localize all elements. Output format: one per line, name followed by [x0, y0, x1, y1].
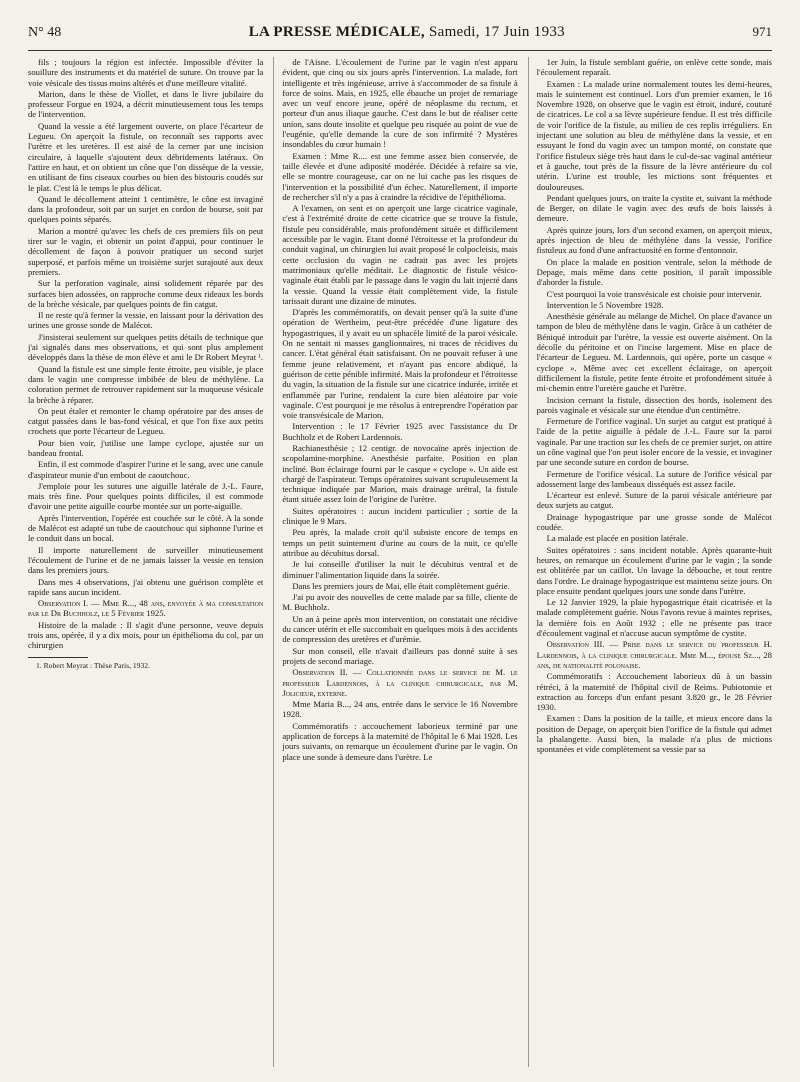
paragraph: Sur mon conseil, elle n'avait d'ailleurs pas donné suite à ses projets de second mariage. — [282, 645, 518, 666]
paragraph: Quand la fistule est une simple fente étroite, peu visible, je place dans le vagin une compresse imbibée de bleu de méthylène. La coloration permet de retrouver rapidement sur la muqueuse vésicale la brèche à réparer. — [28, 363, 264, 405]
paragraph: Suites opératoires : sans incident notable. Après quarante-huit heures, on remarque un écoulement d'urine par le vagin ; la sonde est oblitérée par un caillot. Un lavage la débouche, et tout rentre dans l'ordre. Le drainage hypogastrique est maintenu seize jours. On place ensuite pendant quelques jours une sonde dans l'urètre. — [536, 544, 772, 596]
paragraph: Pour bien voir, j'utilise une lampe cyclope, ajustée sur un bandeau frontal. — [28, 437, 264, 458]
column-right — [528, 57, 772, 1067]
paragraph: Observation III. — Prise dans le service du professeur H. Lardennois, à la clinique chirurgicale. Mme M..., épouse Sz..., 28 ans, de nationalité polonaise. — [536, 639, 772, 670]
paragraph: Quand la vessie a été largement ouverte, on place l'écarteur de Legueu. On aperçoit la fistule, on reconnaît ses rapports avec l'urètre et les uretères. Il est aisé de la cerner par une incision circulaire, à laquelle s'ajoutent deux débridements latéraux. On l'attire en haut, et on obtient un cône que l'on dissèque de la vessie, en utilisant de fins ciseaux courbes ou bien des bistouris coudés sur le plat. C'est là le temps le plus délicat. — [28, 120, 264, 193]
paragraph: Intervention le 5 Novembre 1928. — [546, 299, 664, 310]
paragraph: Marion a montré qu'avec les chefs de ces premiers fils on peut tirer sur le vagin, et obtenir un point d'appui, pour continuer le décollement de façon à pouvoir pratiquer un second surjet superposé, et parfois même un troisième surjet surajouté aux deux premiers. — [28, 225, 264, 277]
paragraph: J'ai pu avoir des nouvelles de cette malade par sa fille, cliente de M. Buchholz. — [282, 592, 518, 613]
paragraph: Enfin, il est commode d'aspirer l'urine et le sang, avec une canule d'aspirateur munie d'un embout de caoutchouc. — [28, 459, 264, 480]
paragraph: Histoire de la malade : Il s'agit d'une personne, veuve depuis trois ans, opérée, il y a dix mois, pour un épithélioma du col, par un chirurgien — [28, 619, 264, 651]
paragraph: Dans les premiers jours de Mai, elle était complètement guérie. — [292, 580, 510, 591]
paragraph: Incision cernant la fistule, dissection des bords, isolement des parois vaginale et vésicale sur une étendue d'un centimètre. — [536, 394, 772, 415]
paragraph: Intervention : le 17 Février 1925 avec l'assistance du Dr Buchholz et de Robert Lardennois. — [282, 421, 518, 442]
paragraph: Observation II. — Collationnée dans le service de M. le professeur Lardennois, à la clinique chirurgicale, par M. Jolicœur, externe. — [282, 667, 518, 698]
journal-title: LA PRESSE MÉDICALE, — [248, 24, 425, 40]
paragraph: On place la malade en position ventrale, selon la méthode de Depage, mais même dans cette position, il paraît impossible d'aborder la fistule. — [536, 256, 772, 288]
paragraph: de l'Aisne. L'écoulement de l'urine par le vagin n'est apparu évident, que cinq ou six jours après l'intervention. La malade, fort intelligente et très ingénieuse, arrive à s'accommoder de sa fistule à force de soins. Mais, en 1925, elle ébauche un projet de remariage avec un veuf encore jeune, opéré de néoplasme du rectum, et porteur d'un anus iliaque gauche. C'est dans le but de réaliser cette union, sans doute insolite et quelque peu risquée au point de vue de l'eugénie, qu'elle demande la cure de son infirmité ? Mystères insondables du cœur humain ! — [282, 57, 518, 150]
paragraph: A l'examen, on sent et on aperçoit une large cicatrice vaginale, c'est à l'extrémité droite de cette cicatrice que se trouve la fistule, fistule peu considérable, mais profondément située et difficilement accessible par le vagin. Etant donné l'étroitesse et la profondeur du conduit vaginal, un chirurgien lui avait proposé le colpocleisis, mais cette occlusion du vagin ne cadrait pas avec les projets matrimoniaux qu'elle méditait. Le diagnostic de fistule vésico-vaginale était établi par le passage dans le vagin du lait injecté dans la vessie. Quand la vessie était complètement vide, la fistule tarissait durant une dizaine de minutes. — [282, 203, 518, 306]
column-left — [28, 57, 263, 1067]
paragraph: Examen : Mme R.... est une femme assez bien conservée, de taille élevée et d'une adiposité modérée. Décidée à refaire sa vie, elle se montre courageuse, car on ne lui cache pas les risques de l'intervention et la possibilité d'un échec. Naturellement, il importe de rechercher s'il n'y a pas à craindre la récidive de l'épithélioma. — [282, 150, 518, 202]
paragraph: Fermeture de l'orifice vaginal. Un surjet au catgut est pratiqué à l'aide de la petite aiguille à pédale de J.-L. Faure sur la paroi vaginale. Par une traction sur les chefs de ce premier surjet, on attire un cône vaginal que l'on peut isoler encore de la vessie, et invaginer par une seconde suture en cordon de bourse. — [536, 416, 772, 468]
paragraph: Mme Maria B..., 24 ans, entrée dans le service le 16 Novembre 1928. — [282, 699, 518, 720]
paragraph: Examen : Dans la position de la taille, et mieux encore dans la position de Depage, on aperçoit bien l'orifice de la fistule qui admet la phalangette. Aussi bien, la malade n'a plus de mictions spontanées et vide complètement sa vessie par sa — [536, 713, 772, 755]
journal-title-line — [249, 24, 565, 41]
paragraph: Pendant quelques jours, on traite la cystite et, suivant la méthode de Berger, on dilate le vagin avec des œufs de bois laissés à demeure. — [536, 192, 772, 224]
paragraph: Drainage hypogastrique par une grosse sonde de Malécot coudée. — [536, 511, 772, 533]
paragraph: Le 12 Janvier 1929, la plaie hypogastrique était cicatrisée et la malade complètement guérie. Nous l'avons revue à maintes reprises, la dernière fois en Août 1932 ; elle ne présente pas trace d'écoulement vaginal et n'accuse aucun symptôme de cystite. — [536, 597, 772, 639]
paragraph: Commémoratifs : Accouchement laborieux dû à un bassin rétréci, à la maternité de l'hôpital civil de Reims. Pubiotomie et extraction au forceps d'un enfant pesant 3.820 gr., le 28 Février 1930. — [536, 671, 772, 713]
paragraph: Sur la perforation vaginale, ainsi solidement réparée par des surfaces bien adossées, on rapproche comme deux rideaux les bords de la brèche vésicale, par quelques points de fin catgut. — [28, 278, 264, 309]
footnote: 1. Robert Meyrat : Thèse Paris, 1932. — [36, 660, 150, 670]
paragraph: Dans mes 4 observations, j'ai obtenu une guérison complète et rapide sans aucun incident. — [28, 576, 264, 597]
paragraph: Quand le décollement atteint 1 centimètre, le cône est invaginé dans la profondeur, soit par un surjet en cordon de bourse, soit par quelques points séparés. — [28, 193, 264, 225]
paragraph: L'écarteur est enlevé. Suture de la paroi vésicale antérieure par deux surjets au catgut. — [536, 490, 772, 511]
paragraph: Observation I. — Mme R..., 48 ans, envoyée à ma consultation par le Dr Buchholz, le 5 Février 1925. — [28, 598, 264, 619]
footnote-rule — [28, 657, 88, 658]
paragraph: 1er Juin, la fistule semblant guérie, on enlève cette sonde, mais l'écoulement reparaît. — [536, 57, 772, 78]
column-middle — [273, 57, 517, 1067]
paragraph: Commémoratifs : accouchement laborieux terminé par une application de forceps à la maternité de l'hôpital le 6 Mai 1928. Les jours suivants, on remarque un écoulement d'urine par le vagin. On place une sonde à demeure dans l'urètre. Le — [282, 720, 518, 762]
paragraph: On peut étaler et remonter le champ opératoire par des anses de catgut passées dans le bas-fond vésical, et que l'on fixe aux petits crochets que porte l'écarteur de Legueu. — [28, 405, 264, 437]
paragraph: Anesthésie générale au mélange de Michel. On place d'avance un tampon de bleu de méthylène dans le vagin. Grâce à un cathéter de Béniqué introduit par l'urètre, la vessie est ouverte aisément. On la décolle du péritoine et on l'incise largement. Mise en place de l'écarteur de Legueu. M. Lardennois, qui opère, porte un casque « cyclope ». Même avec cet excellent éclairage, on aperçoit difficilement la fistule, petite fente étroite et profondément située à mi-chemin entre l'uretère gauche et l'urètre. — [536, 311, 772, 394]
paragraph: Il importe naturellement de surveiller minutieusement l'écoulement de l'urine et de ne jamais laisser la vessie en tension dans les premiers jours. — [28, 544, 264, 576]
column-left-body — [28, 57, 263, 651]
paragraph: fils ; toujours la région est infectée. Impossible d'éviter la souillure des instruments et du matériel de suture. On trouve par la voie vésicale des tissus moins altérés et d'une meilleure vitalité. — [28, 57, 264, 88]
issue-number: N° 48 — [28, 25, 62, 40]
paragraph: Après quinze jours, lors d'un second examen, on aperçoit mieux, après injection de bleu de méthylène dans la vessie, l'orifice fistuleux au fond d'une anfractuosité en forme d'entonnoir. — [536, 224, 772, 256]
paragraph: Peu après, la malade croit qu'il subsiste encore de temps en temps un petit suintement d'urine au cours de la nuit, ce qu'elle attribue au décubitus dorsal. — [282, 527, 518, 558]
paragraph: Il ne reste qu'à fermer la vessie, en laissant pour la dérivation des urines une grosse sonde de Malécot. — [28, 310, 264, 331]
paragraph: Je lui conseille d'utiliser la nuit le décubitus ventral et de diminuer l'alimentation liquide dans la soirée. — [282, 559, 518, 580]
paragraph: C'est pourquoi la voie transvésicale est choisie pour intervenir. — [546, 288, 762, 299]
page-number: 971 — [752, 24, 772, 39]
paragraph: J'insisterai seulement sur quelques petits détails de technique que j'ai signalés dans mes observations, et qui sont plus amplement développés dans la thèse de mon élève et ami le Dr Robert Meyrat ¹. — [28, 331, 264, 363]
page-header — [28, 24, 772, 51]
paragraph: Examen : La malade urine normalement toutes les demi-heures, mais le suintement est continuel. Lors d'un premier examen, le 16 Novembre 1928, on observe que le vagin est étroit, induré, couturé de cicatrices. Le col a sa lèvre supérieure fendue. Il est très difficile de voir l'orifice de la fistule, au milieu de ces replis irréguliers. En injectant une solution au bleu de méthylène dans la vessie, et en essuyant le fond du vagin avec un tampon monté, on constate que l'orifice fistuleux siège très haut dans le cul-de-sac vaginal antérieur et à gauche, tout près de la fissure de la lèvre antérieure du col utérin. L'urine est trouble, les mictions sont fréquentes et douloureuses. — [536, 78, 772, 192]
paragraph: Rachianesthésie ; 12 centigr. de novocaïne après injection de scopolamine-morphine. Anesthésie parfaite. Position en plan incliné. Bon éclairage fourni par le casque « cyclope ». Un aide est chargé de l'aspirateur. Temps opératoires suivant scrupuleusement la technique indiquée par Marion, mais drainage urétral, la fistule étant située assez loin de l'origine de l'urètre. — [282, 442, 518, 505]
paragraph: Fermeture de l'orifice vésical. La suture de l'orifice vésical par adossement large des lambeaux disséqués est assez facile. — [536, 468, 772, 489]
paragraph: Suites opératoires : aucun incident particulier ; sortie de la clinique le 9 Mars. — [282, 505, 518, 527]
paragraph: Après l'intervention, l'opérée est couchée sur le côté. A la sonde de Malécot est adapté un tube de caoutchouc qui siphonne l'urine et le conduit dans un bocal. — [28, 512, 264, 544]
paragraph: Un an à peine après mon intervention, on constatait une récidive du cancer utérin et elle succombait en quelques mois à des accidents de compression des uretères et d'urémie. — [282, 613, 518, 645]
text-columns — [28, 57, 772, 1067]
paragraph: D'après les commémoratifs, on devait penser qu'à la suite d'une opération de Wertheim, peut-être précédée d'une ligature des hypogastriques, il y avait eu un sphacèle limité de la paroi vésicale. On ne sentait ni masses ganglionnaires, ni traces de récidives du cancer. L'état général était satisfaisant. On ne pouvait refuser à une femme jeune relativement, et n'ayant pas encore abdiqué, la guérison de cette pénible infirmité. Mais la profondeur et l'étroitesse du vagin, la situation de la fistule sur une cicatrice indurée, irritée et enflammée par l'urine, rendaient la cure bien aléatoire par voie vaginale. C'est pourquoi je me résolus à entreprendre l'opération par voie transvésicale de Marion. — [282, 307, 518, 421]
issue-date: Samedi, 17 Juin 1933 — [428, 24, 565, 40]
paragraph: Marion, dans le thèse de Viollet, et dans le livre jubilaire du professeur Forgue en 1924, a décrit minutieusement tous les temps de l'intervention. — [28, 88, 264, 120]
paragraph: J'emploie pour les sutures une aiguille latérale de J.-L. Faure, mais très fine. Pour quelques points difficiles, il est commode d'avoir une petite aiguille courbe montée sur un porte-aiguille. — [28, 480, 264, 512]
paragraph: La malade est placée en position latérale. — [546, 533, 689, 544]
